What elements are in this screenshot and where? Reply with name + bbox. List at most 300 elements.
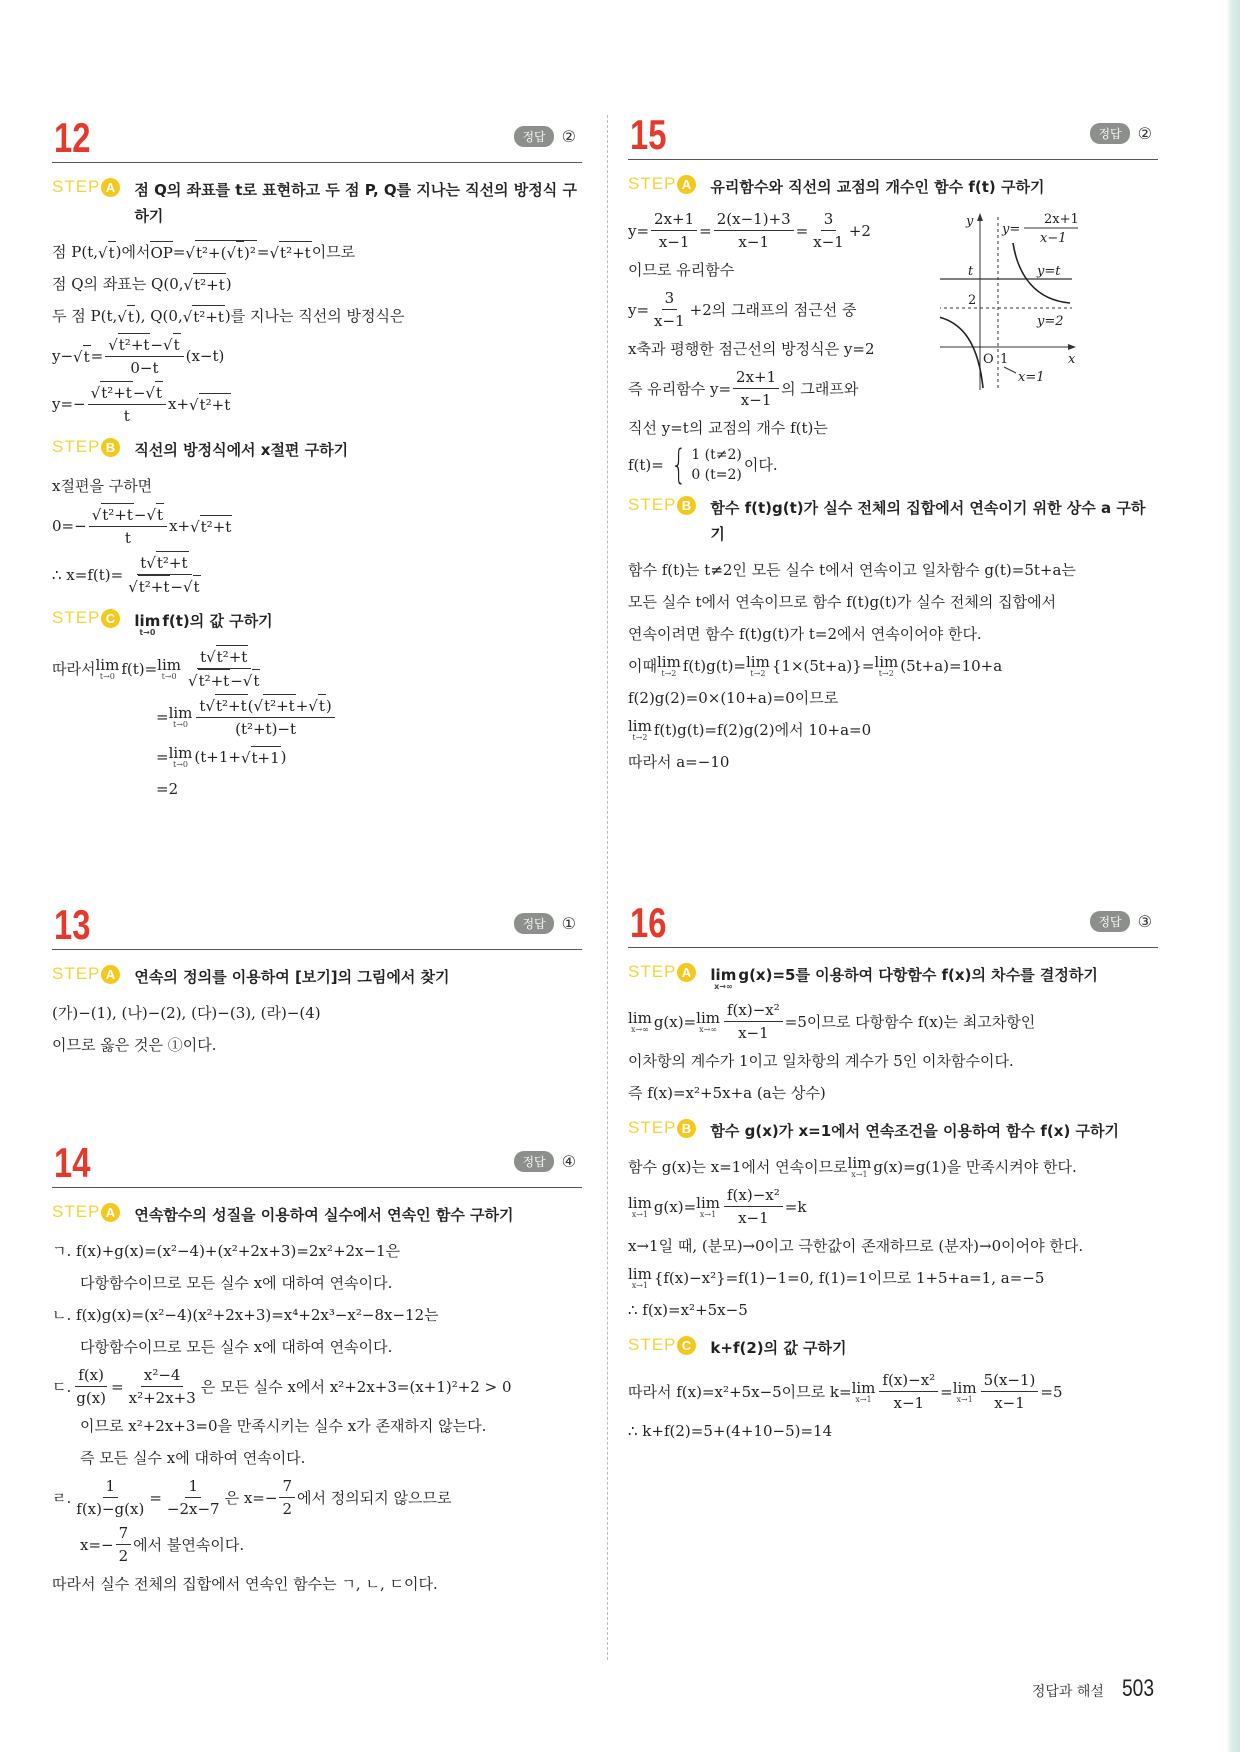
lim-word: lim xyxy=(952,1378,977,1397)
text-run: x−1 xyxy=(893,1394,925,1412)
radicand xyxy=(193,273,226,296)
step-title xyxy=(134,608,582,637)
numerator xyxy=(879,1369,938,1392)
radical-sign-icon: √ xyxy=(269,243,280,262)
solution-line xyxy=(628,1152,1158,1182)
radical-sign-icon: √ xyxy=(182,578,193,596)
y-axis-label: y xyxy=(966,214,974,229)
step-word: STEP xyxy=(52,177,101,196)
radicand xyxy=(318,694,326,717)
solution-line xyxy=(52,1030,582,1060)
lim-word: lim xyxy=(95,655,120,674)
text-run: 2(x−1)+3 xyxy=(716,210,791,228)
text-run: 7 xyxy=(282,1477,292,1495)
text-run: t xyxy=(237,244,244,262)
problem-number: 13 xyxy=(54,901,91,948)
lim-subscript: x→∞ xyxy=(630,1024,649,1034)
radicand xyxy=(118,333,151,356)
limit xyxy=(628,1266,652,1290)
limit xyxy=(874,654,898,678)
radical-sign-icon: √ xyxy=(226,244,236,262)
fraction xyxy=(651,208,697,253)
text-run: 즉 모든 실수 x에 대하여 연속이다. xyxy=(80,1449,306,1467)
text-run: 따라서 f(x)=x²+5x−5이므로 k= xyxy=(628,1382,852,1401)
denominator xyxy=(116,1545,132,1567)
answer-badge: 정답 xyxy=(1090,123,1129,144)
lim-subscript: x→1 xyxy=(631,1209,649,1219)
solution-line xyxy=(52,503,582,549)
text-run: 3 xyxy=(823,210,834,228)
lim-word: lim xyxy=(656,653,681,671)
text-run: t²+t xyxy=(138,578,170,596)
y-axis-arrow-icon xyxy=(977,213,983,221)
lim-subscript: t→0 xyxy=(172,720,188,729)
limit xyxy=(169,705,193,729)
text-run: =5이므로 다항함수 f(x)는 최고차항인 xyxy=(784,1012,1036,1031)
square-root xyxy=(185,240,257,264)
text-run: 함수 g(x)가 x=1에서 연속조건을 이용하여 함수 f(x) 구하기 xyxy=(710,1122,1119,1140)
problem-14 xyxy=(52,1141,582,1601)
text-run: ∴ f(x)=x²+5x−5 xyxy=(628,1301,748,1319)
denominator xyxy=(73,1387,109,1409)
text-run: − xyxy=(133,505,147,524)
text-run: f(x)−x² xyxy=(882,1371,936,1389)
text-run: 2x+1 xyxy=(736,368,777,386)
lim-word: lim xyxy=(710,966,737,984)
step-heading xyxy=(52,964,582,990)
radicand xyxy=(216,645,249,668)
text-run: 연속함수의 성질을 이용하여 실수에서 연속인 함수 구하기 xyxy=(134,1206,514,1224)
text-run: 점 P(t, xyxy=(52,243,98,261)
radicand xyxy=(198,669,231,692)
text-run: = xyxy=(940,1382,953,1401)
text-run: t xyxy=(124,529,131,547)
text-run: t xyxy=(140,553,147,572)
case-row: 0 (t=2) xyxy=(691,467,742,483)
solution-line xyxy=(628,683,1158,713)
text-run: 의 그래프와 xyxy=(781,379,859,398)
text-run: t²+t xyxy=(199,395,231,414)
solution-line xyxy=(628,1295,1158,1325)
radicand xyxy=(155,381,163,404)
label-y-2: y=2 xyxy=(1037,314,1064,329)
numerator xyxy=(75,1364,107,1387)
text-run: 연속이려면 함수 f(t)g(t)가 t=2에서 연속이어야 한다. xyxy=(628,625,982,643)
problem-header xyxy=(52,1141,582,1188)
answer-box xyxy=(1090,123,1152,144)
fraction xyxy=(88,381,166,427)
denominator xyxy=(164,1498,223,1520)
step-label xyxy=(628,1118,696,1138)
text-run: t²+t xyxy=(193,307,224,326)
tick-1: 1 xyxy=(1000,352,1009,367)
solution-line xyxy=(628,619,1158,649)
radical-sign-icon: √ xyxy=(206,648,216,666)
text-run: x+ xyxy=(168,395,190,413)
problem-header xyxy=(628,901,1158,948)
step-label xyxy=(52,437,120,457)
text-run: 다항함수이므로 모든 실수 x에 대하여 연속이다. xyxy=(80,1274,393,1292)
radical-sign-icon: √ xyxy=(98,243,108,262)
step-heading xyxy=(52,177,582,229)
text-run: 2 xyxy=(282,1500,292,1518)
square-root xyxy=(91,381,133,404)
lim-word: lim xyxy=(628,1008,652,1027)
text-run: 7 xyxy=(118,1524,129,1542)
curve-label-denominator: x−1 xyxy=(1040,231,1067,246)
denominator xyxy=(738,389,775,411)
lim-subscript: t→0 xyxy=(99,671,115,681)
fraction xyxy=(73,1364,109,1409)
denominator xyxy=(122,527,134,549)
step-title xyxy=(710,1335,1158,1361)
lim-subscript: t→0 xyxy=(172,760,188,769)
solution-line xyxy=(52,1300,582,1330)
text-run: ), Q(0, xyxy=(134,307,183,325)
x-axis-label: x xyxy=(1068,352,1076,367)
step-badge: B xyxy=(101,438,120,457)
limit xyxy=(157,657,181,681)
solution-line xyxy=(628,1231,1158,1261)
text-run: 3 xyxy=(664,289,675,307)
fraction xyxy=(733,366,779,411)
text-run: g(x)= xyxy=(653,1012,697,1031)
fraction xyxy=(810,208,847,253)
text-run: t xyxy=(123,407,130,425)
solution-line xyxy=(628,413,1158,443)
numerator xyxy=(89,503,167,527)
radicand xyxy=(200,515,233,538)
text-run: − xyxy=(230,671,243,690)
curve-label-numerator: 2x+1 xyxy=(1044,212,1079,227)
radicand xyxy=(108,241,116,264)
lim-word: lim xyxy=(851,1378,876,1397)
step-badge: B xyxy=(677,496,696,515)
text-run: ) xyxy=(325,696,332,715)
cases-list xyxy=(691,445,742,485)
limit xyxy=(953,1380,977,1404)
text-run: 이때 xyxy=(628,657,657,675)
text-run: 0−t xyxy=(130,359,159,377)
solution-line xyxy=(52,1475,582,1520)
radicand xyxy=(193,575,201,598)
lim-word: lim xyxy=(874,653,899,671)
step-heading xyxy=(628,495,1158,547)
text-run: 에서 불연속이다. xyxy=(133,1535,245,1554)
numerator xyxy=(821,208,837,231)
text-run: − xyxy=(132,383,146,402)
square-root xyxy=(254,694,296,717)
step-badge: C xyxy=(677,1336,696,1355)
text-run: t xyxy=(318,697,325,715)
solution-line xyxy=(628,1263,1158,1293)
square-root xyxy=(189,393,231,416)
lim-subscript: t→2 xyxy=(750,669,766,678)
text-run: 즉 f(x)=x²+5x+a (a는 상수) xyxy=(628,1084,826,1102)
solution-line xyxy=(52,381,582,427)
text-run: 직선의 방정식에서 x절편 구하기 xyxy=(134,441,349,459)
square-root xyxy=(183,305,225,328)
answer-badge: 정답 xyxy=(514,913,553,934)
solution-line xyxy=(52,774,582,804)
text-run: 이므로 xyxy=(311,243,356,261)
solution-line xyxy=(628,715,1158,745)
curve-left-branch xyxy=(940,315,983,388)
step-label xyxy=(52,964,120,984)
text-run: ∴ k+f(2)=5+(4+10−5)=14 xyxy=(628,1422,833,1440)
denominator xyxy=(656,231,693,253)
fraction xyxy=(981,1369,1039,1414)
text-run: g(x)=5를 이용하여 다항함수 f(x)의 차수를 결정하기 xyxy=(738,966,1098,984)
text-run: t²+t xyxy=(198,672,230,690)
solution-line xyxy=(628,1416,1158,1446)
text-run: 0=− xyxy=(52,517,87,535)
text-run: 두 점 P(t, xyxy=(52,307,118,325)
text-run: 따라서 실수 전체의 집합에서 연속인 함수는 ㄱ, ㄴ, ㄷ이다. xyxy=(52,1575,438,1593)
denominator xyxy=(121,405,133,427)
solution-line xyxy=(52,1443,582,1473)
step-title xyxy=(134,964,582,990)
text-run: 이므로 옳은 것은 ①이다. xyxy=(52,1036,217,1054)
text-run: t xyxy=(193,578,200,596)
text-run: t xyxy=(199,696,206,715)
lim-subscript: t→0 xyxy=(161,671,177,681)
step-title xyxy=(710,495,1158,547)
numerator xyxy=(197,645,251,669)
lim-word: lim xyxy=(168,704,193,722)
radicand xyxy=(236,241,244,264)
radicand xyxy=(192,305,225,328)
square-root xyxy=(243,669,261,692)
page-number: 503 xyxy=(1121,1675,1154,1702)
solution-line xyxy=(628,1369,1158,1414)
solution-line xyxy=(52,645,582,692)
text-run: t xyxy=(253,672,260,690)
fraction xyxy=(651,287,688,332)
text-run: g(x)=g(1)을 만족시켜야 한다. xyxy=(873,1158,1077,1176)
text-run: 이차항의 계수가 1이고 일차항의 계수가 5인 이차함수이다. xyxy=(628,1052,1014,1070)
limit xyxy=(746,654,770,678)
solution-line xyxy=(52,301,582,331)
text-run: 직선 y=t의 교점의 개수 f(t)는 xyxy=(628,419,828,437)
step-word: STEP xyxy=(628,495,677,514)
text-run: (가)−(1), (나)−(2), (다)−(3), (라)−(4) xyxy=(52,1004,321,1022)
step-title xyxy=(710,1118,1158,1144)
lim-subscript: t→2 xyxy=(661,669,677,678)
problem-header xyxy=(52,116,582,163)
limit xyxy=(628,1010,652,1034)
lim-word: lim xyxy=(157,655,181,674)
text-run: x−1 xyxy=(738,233,769,251)
text-run: x²+2x+3 xyxy=(128,1389,196,1407)
text-run: 5(x−1) xyxy=(983,1371,1036,1389)
fraction xyxy=(116,1522,132,1567)
text-run: t²+t xyxy=(280,243,311,262)
radical-sign-icon: √ xyxy=(128,578,138,596)
radical-sign-icon: √ xyxy=(90,384,101,402)
denominator xyxy=(126,1387,199,1409)
limit xyxy=(628,718,652,742)
radicand xyxy=(100,381,133,404)
square-root xyxy=(188,669,230,692)
answer-choice: ② xyxy=(1137,124,1152,143)
problem-12 xyxy=(52,116,582,806)
step-badge: C xyxy=(101,609,120,628)
square-root xyxy=(163,333,181,356)
lim-subscript: x→∞ xyxy=(699,1024,718,1034)
text-run: +2의 그래프의 점근선 중 xyxy=(689,300,857,319)
lim-subscript: x→∞ xyxy=(714,982,733,991)
text-run: t xyxy=(155,384,162,402)
square-root xyxy=(146,503,164,526)
text-run: g(x)= xyxy=(653,1197,697,1216)
fraction xyxy=(724,999,783,1044)
lim-word: lim xyxy=(696,1193,720,1212)
text-run: x−1 xyxy=(654,312,685,330)
solution-line xyxy=(628,999,1158,1044)
text-run: f(2)g(2)=0×(10+a)=0이므로 xyxy=(628,689,839,707)
radical-sign-icon: √ xyxy=(182,307,193,326)
radicand xyxy=(199,393,232,416)
denominator xyxy=(232,718,299,740)
answer-box xyxy=(514,1151,576,1172)
square-root xyxy=(145,381,163,404)
lim-subscript: x→1 xyxy=(699,1209,717,1219)
lim-word: lim xyxy=(134,612,161,630)
text-run: − xyxy=(170,577,183,596)
step-badge: A xyxy=(101,178,120,197)
text-run: t²+t xyxy=(216,648,248,666)
lim-subscript: t→0 xyxy=(139,628,156,637)
text-run: )를 지나는 직선의 방정식은 xyxy=(224,307,405,325)
solution-line xyxy=(628,442,1158,488)
limit xyxy=(628,1195,652,1219)
solution-line xyxy=(52,269,582,299)
problem-number: 15 xyxy=(630,111,667,158)
step-heading xyxy=(628,1118,1158,1144)
square-root xyxy=(128,575,170,598)
text-run: ∴ x=f(t)= xyxy=(52,565,124,584)
radical-sign-icon: √ xyxy=(117,307,127,326)
text-run: =k xyxy=(784,1197,807,1216)
text-run: x−1 xyxy=(994,1394,1025,1412)
square-root xyxy=(190,515,232,538)
text-run: − xyxy=(150,335,163,354)
lim-word: lim xyxy=(696,1008,720,1027)
text-run: 다항함수이므로 모든 실수 x에 대하여 연속이다. xyxy=(80,1338,393,1356)
text-run: t²+t xyxy=(118,336,150,354)
square-root xyxy=(308,694,326,717)
numerator xyxy=(662,287,678,310)
text-run: (t+1+ xyxy=(194,748,241,766)
text-run: t xyxy=(127,307,134,326)
text-run: 은 모든 실수 x에서 x²+2x+3=(x+1)²+2 > 0 xyxy=(200,1377,512,1396)
text-run: t²+t xyxy=(194,275,225,294)
text-run: 따라서 xyxy=(52,659,96,678)
answer-badge: 정답 xyxy=(514,126,553,147)
problem-number: 16 xyxy=(630,899,667,946)
fraction xyxy=(105,333,183,379)
numerator xyxy=(141,1364,184,1387)
solution-line xyxy=(52,551,582,598)
text-run: f(t)의 값 구하기 xyxy=(162,612,273,630)
piecewise xyxy=(666,442,742,488)
text-run: 이다. xyxy=(743,456,778,474)
page-edge xyxy=(1226,0,1240,1752)
radical-sign-icon: √ xyxy=(253,697,264,715)
denominator xyxy=(991,1392,1028,1414)
text-run: f(x)−g(x) xyxy=(76,1500,145,1518)
text-run: t²+t xyxy=(101,384,132,402)
limit xyxy=(95,657,119,681)
radical-sign-icon: √ xyxy=(240,748,251,767)
radicand xyxy=(263,694,296,717)
problem-number: 14 xyxy=(54,1139,91,1186)
text-run: f(x)−x² xyxy=(727,1001,780,1019)
numerator xyxy=(88,381,166,405)
limit xyxy=(169,745,193,769)
text-run: ) xyxy=(225,275,232,293)
numerator xyxy=(651,208,697,231)
answer-badge: 정답 xyxy=(1090,911,1129,932)
radicand xyxy=(252,669,260,692)
lim-subscript: x→1 xyxy=(631,1281,649,1290)
text-run: = xyxy=(111,1377,124,1396)
text-run: y=− xyxy=(52,395,86,413)
radicand xyxy=(279,241,312,264)
lim-word: lim xyxy=(628,717,652,735)
text-run: = xyxy=(699,221,712,240)
limit xyxy=(848,1155,872,1179)
radical-sign-icon: √ xyxy=(146,554,156,572)
text-run: y= xyxy=(628,221,650,240)
text-run: t²+t xyxy=(102,506,133,524)
denominator xyxy=(651,310,688,332)
numerator xyxy=(103,1475,119,1498)
square-root xyxy=(183,575,201,598)
text-run: f(x) xyxy=(78,1366,104,1384)
text-run: t²+t xyxy=(216,697,247,715)
problem-number: 12 xyxy=(54,114,91,161)
numerator xyxy=(733,366,779,389)
text-run: f(t)g(t)=f(2)g(2)에서 10+a=0 xyxy=(653,721,872,739)
text-run: ㄷ. xyxy=(52,1377,72,1396)
square-root xyxy=(269,241,311,264)
answer-box xyxy=(1090,911,1152,932)
text-run: =5 xyxy=(1040,1382,1063,1401)
lim-subscript: x→1 xyxy=(855,1394,872,1404)
denominator xyxy=(73,1498,147,1520)
solution-line xyxy=(628,1046,1158,1076)
radical-sign-icon: √ xyxy=(308,697,318,715)
step-title xyxy=(710,174,1158,200)
text-run: 점 Q의 좌표는 Q(0, xyxy=(52,275,184,293)
text-run: ) xyxy=(280,748,287,766)
curve-label: y= xyxy=(1002,222,1021,237)
limit xyxy=(696,1195,720,1219)
radical-sign-icon: √ xyxy=(205,697,215,715)
solution-line xyxy=(52,1522,582,1567)
radicand xyxy=(138,575,171,598)
text-run: +2 xyxy=(848,221,871,240)
text-run: = xyxy=(156,748,169,766)
lim-word: lim xyxy=(628,1193,652,1212)
label-y-t: y=t xyxy=(1037,264,1061,279)
numerator xyxy=(981,1369,1039,1392)
text-run: y= xyxy=(628,300,650,319)
numerator xyxy=(137,551,191,575)
solution-line xyxy=(628,587,1158,617)
